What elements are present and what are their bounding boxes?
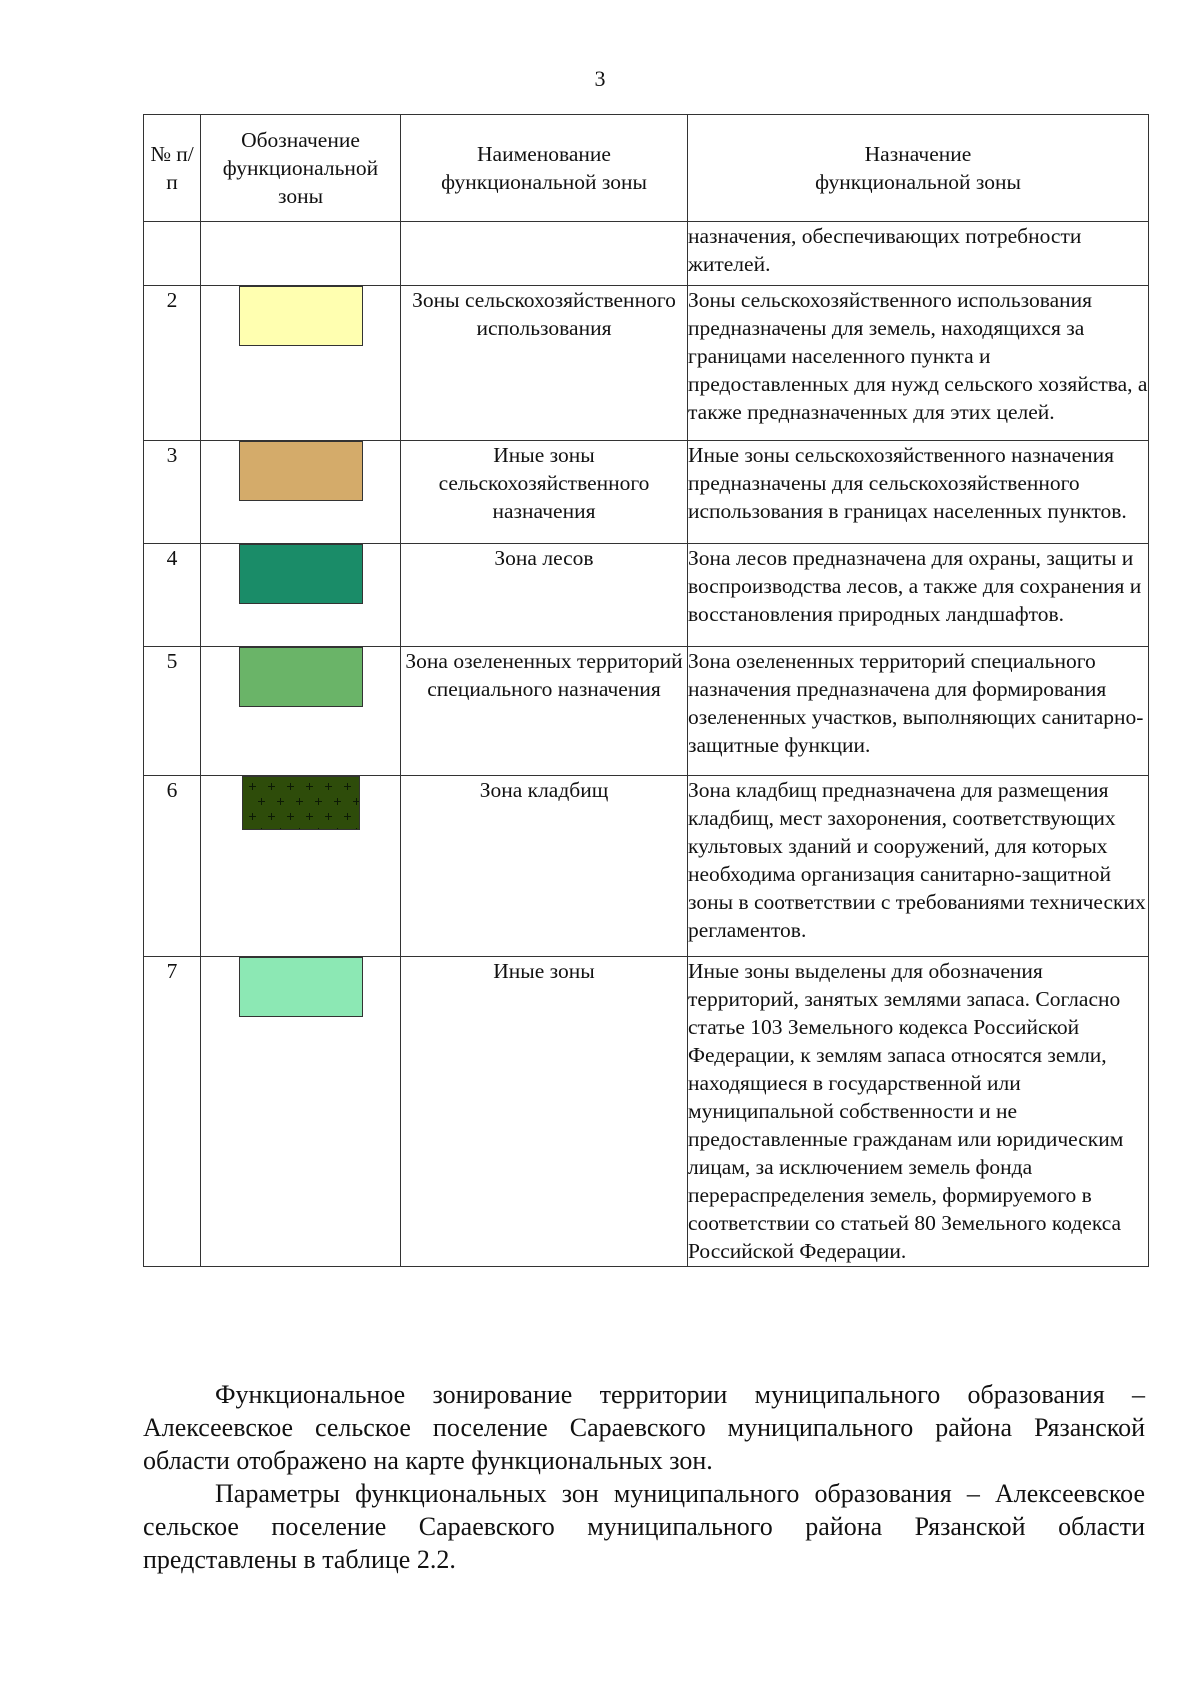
zone-color-swatch xyxy=(239,957,363,1017)
zone-purpose: Зона лесов предназначена для охраны, защиты и воспроизводства лесов, а также для сохранения и восстановления природных ландшафтов. xyxy=(688,544,1149,647)
table-row xyxy=(144,286,1149,441)
page-number: 3 xyxy=(594,66,606,91)
row-number: 7 xyxy=(144,957,201,1267)
zone-name: Зона озелененных территорий специального назначения xyxy=(401,647,688,776)
zone-color-swatch xyxy=(242,776,360,830)
zone-purpose: Зоны сельскохозяйственного использования предназначены для земель, находящихся за границами населенного пункта и предоставленных для нужд сельского хозяйства, а также предназначенных для этих целей. xyxy=(688,286,1149,441)
row-symbol-cell xyxy=(201,286,401,441)
header-name: Наименование функциональной зоны xyxy=(401,115,688,222)
row-symbol-cell xyxy=(201,222,401,286)
row-number: 5 xyxy=(144,647,201,776)
zone-color-swatch xyxy=(239,647,363,707)
row-symbol-cell xyxy=(201,544,401,647)
zone-name: Зона лесов xyxy=(401,544,688,647)
table-row xyxy=(144,776,1149,957)
zone-name: Иные зоны сельскохозяйственного назначения xyxy=(401,441,688,544)
row-symbol-cell xyxy=(201,957,401,1267)
row-number: 2 xyxy=(144,286,201,441)
paragraph-zone-parameters: Параметры функциональных зон муниципального образования – Алексеевское сельское поселение Сараевского муниципального района Рязанской области представлены в таблице 2.2. xyxy=(143,1479,1145,1574)
zone-purpose: Иные зоны сельскохозяйственного назначения предназначены для сельскохозяйственного использования в границах населенных пунктов. xyxy=(688,441,1149,544)
table-row xyxy=(144,441,1149,544)
row-symbol-cell xyxy=(201,441,401,544)
zone-name: Зоны сельскохозяйственного использования xyxy=(401,286,688,441)
zone-purpose: Зона озелененных территорий специального назначения предназначена для формирования озелененных участков, выполняющих санитарно-защитные функции. xyxy=(688,647,1149,776)
row-symbol-cell xyxy=(201,647,401,776)
table-row xyxy=(144,222,1149,286)
zone-purpose: Иные зоны выделены для обозначения территорий, занятых землями запаса. Согласно статье 103 Земельного кодекса Российской Федерации, к землям запаса относятся земли, находящиеся в государственной или муниципальной собственности и не предоставленные гражданам или юридическим лицам, за исключением земель фонда перераспределения земель, формируемого в соответствии со статьей 80 Земельного кодекса Российской Федерации. xyxy=(688,957,1149,1267)
functional-zones-table xyxy=(143,114,1149,1267)
header-number: № п/п xyxy=(144,115,201,222)
header-purpose: Назначение функциональной зоны xyxy=(688,115,1149,222)
table-row xyxy=(144,957,1149,1267)
body-text xyxy=(143,1378,1145,1576)
zone-name xyxy=(401,222,688,286)
zone-purpose: назначения, обеспечивающих потребности жителей. xyxy=(688,222,1149,286)
row-number: 4 xyxy=(144,544,201,647)
zone-name: Зона кладбищ xyxy=(401,776,688,957)
zone-purpose: Зона кладбищ предназначена для размещения кладбищ, мест захоронения, соответствующих культовых зданий и сооружений, для которых необходима организация санитарно-защитной зоны в соответствии с требованиями технических регламентов. xyxy=(688,776,1149,957)
row-number: 3 xyxy=(144,441,201,544)
header-symbol: Обозначение функциональной зоны xyxy=(201,115,401,222)
paragraph-zoning-map: Функциональное зонирование территории муниципального образования – Алексеевское сельское поселение Сараевского муниципального района Рязанской области отображено на карте функциональных зон. xyxy=(143,1380,1145,1475)
row-number: 6 xyxy=(144,776,201,957)
zone-color-swatch xyxy=(239,286,363,346)
row-symbol-cell xyxy=(201,776,401,957)
zone-name: Иные зоны xyxy=(401,957,688,1267)
table-header-row xyxy=(144,115,1149,222)
zone-color-swatch xyxy=(239,544,363,604)
table-row xyxy=(144,544,1149,647)
zone-color-swatch xyxy=(239,441,363,501)
row-number xyxy=(144,222,201,286)
table-row xyxy=(144,647,1149,776)
